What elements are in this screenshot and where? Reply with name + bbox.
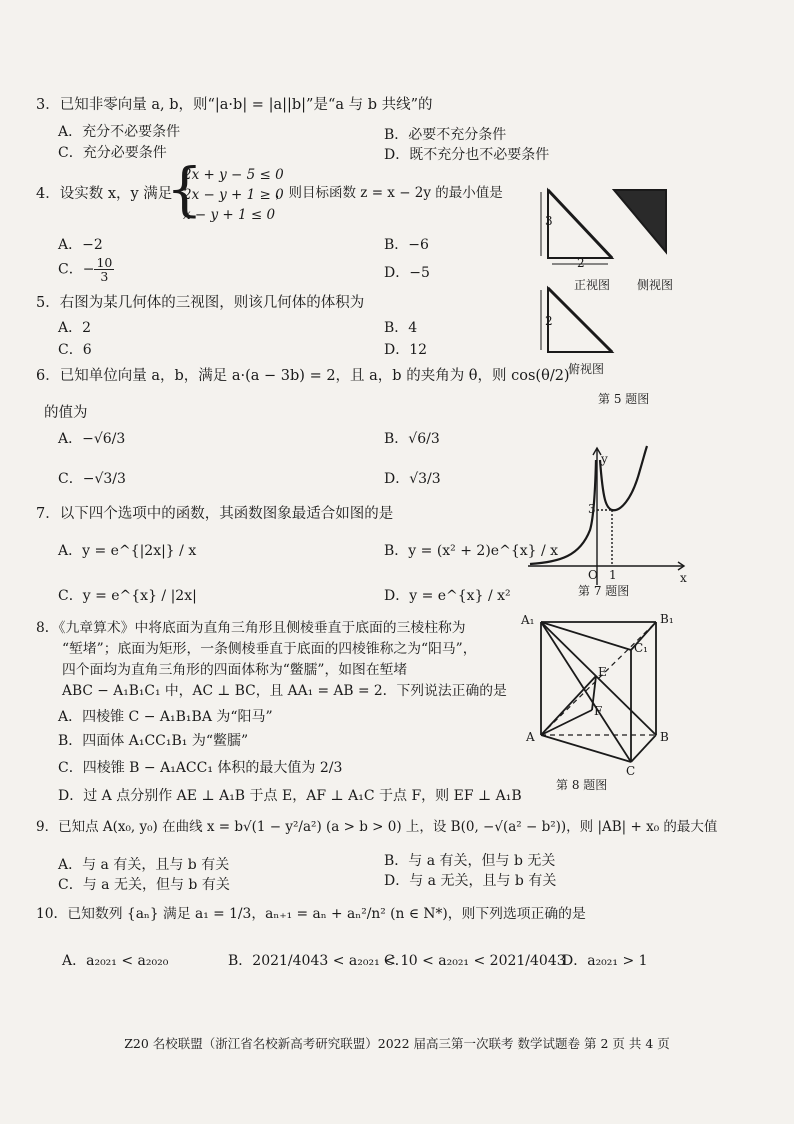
fig5-dim-2a: 2: [577, 256, 585, 270]
fig8-edge-AF: [541, 710, 592, 735]
fig8-label-C1: C₁: [634, 641, 648, 655]
q8-stem-4: ABC − A₁B₁C₁ 中，AC ⊥ BC，且 AA₁ = AB = 2．下列说法正确的是: [62, 683, 507, 699]
q5-option-a: A．2: [58, 320, 92, 336]
fig8-label-A: A: [526, 730, 535, 744]
q4-constraint-1: 2x + y − 5 ≤ 0: [183, 167, 284, 183]
q10-option-b: B．2021/4043 < a₂₀₂₁ < 1: [228, 953, 410, 969]
q6-stem: 6．已知单位向量 a，b，满足 a·(a − 3b) = 2，且 a，b 的夹角为 θ，则 cos(θ/2): [36, 368, 570, 384]
fig7-origin: O: [588, 568, 598, 582]
q5-option-d: D．12: [384, 342, 428, 358]
q8-option-a: A．四棱锥 C − A₁B₁BA 为“阳马”: [58, 709, 273, 725]
q4-option-c-den: 3: [100, 269, 109, 285]
q7-option-b: B．y = (x² + 2)e^{x} / x: [384, 543, 559, 559]
q9-option-c: C．与 a 无关，但与 b 有关: [58, 877, 230, 893]
q8-stem-3: 四个面均为直角三角形的四面体称为“鳖臑”，如图在堑堵: [62, 662, 408, 678]
q10-option-c: C．0 < a₂₀₂₁ < 2021/4043: [384, 953, 566, 969]
q8-option-b: B．四面体 A₁CC₁B₁ 为“鳖臑”: [58, 733, 249, 749]
q5-option-c: C．6: [58, 342, 92, 358]
fig5-dim-3: 3: [545, 214, 553, 228]
q8-stem-1: 8．《九章算术》中将底面为直角三角形且侧棱垂直于底面的三棱柱称为: [36, 620, 466, 636]
q4-option-c-num: 10: [96, 255, 113, 270]
fig5-side-label: 侧视图: [637, 278, 674, 292]
page-footer: Z20 名校联盟（浙江省名校新高考研究联盟）2022 届高三第一次联考 数学试题卷 第 2 页 共 4 页: [124, 1036, 670, 1051]
q6-option-a: A．−√6/3: [58, 431, 126, 447]
q4-constraint-3: x − y + 1 ≤ 0: [183, 207, 276, 223]
q6-option-b: B．√6/3: [384, 431, 440, 447]
q3-stem: 3．已知非零向量 a, b，则“|a·b| = |a||b|”是“a 与 b 共线”的: [36, 97, 433, 113]
q8-option-d: D．过 A 点分别作 AE ⊥ A₁B 于点 E，AF ⊥ A₁C 于点 F，则 EF ⊥ A₁B: [58, 788, 522, 804]
fig7-caption: 第 7 题图: [578, 584, 630, 598]
fig8-caption: 第 8 题图: [556, 778, 608, 792]
q3-option-d: D．既不充分也不必要条件: [384, 147, 550, 163]
q4-stem-pre: 4．设实数 x，y 满足: [36, 186, 173, 202]
fig8-edge-AC: [541, 735, 631, 762]
q7-option-d: D．y = e^{x} / x²: [384, 588, 511, 604]
q7-option-c: C．y = e^{x} / |2x|: [58, 588, 197, 604]
q6-stem-continued: 的值为: [44, 405, 88, 421]
fig5-top-label: 俯视图: [568, 362, 605, 376]
fig5-front-label: 正视图: [574, 278, 611, 292]
fig7-axis-x: x: [680, 571, 687, 585]
fig8-label-A1: A₁: [521, 613, 535, 627]
q4-option-b: B．−6: [384, 237, 429, 253]
q10-stem: 10．已知数列 {aₙ} 满足 a₁ = 1/3，aₙ₊₁ = aₙ + aₙ²/n² (n ∈ N*)，则下列选项正确的是: [36, 906, 586, 922]
q4-constraint-2: 2x − y + 1 ≥ 0: [183, 187, 284, 203]
q4-option-c-prefix: C．−: [58, 261, 95, 278]
q3-option-c: C．充分必要条件: [58, 145, 167, 161]
fig8-label-E: E: [598, 665, 607, 679]
q6-option-d: D．√3/3: [384, 471, 441, 487]
fig8-label-C: C: [626, 764, 636, 778]
fig5-dim-2b: 2: [545, 314, 553, 328]
fig8-label-B: B: [660, 730, 669, 744]
q6-option-c: C．−√3/3: [58, 471, 126, 487]
fig8-edge-A1C: [541, 622, 631, 762]
fig8-label-B1: B₁: [660, 612, 674, 626]
q9-option-b: B．与 a 有关，但与 b 无关: [384, 853, 556, 869]
fig8-label-F: F: [594, 704, 603, 718]
q4-option-d: D．−5: [384, 265, 430, 281]
q3-option-a: A．充分不必要条件: [58, 124, 181, 140]
q4-option-a: A．−2: [58, 237, 103, 253]
fig7-tick-3: 3: [588, 502, 596, 516]
q9-option-d: D．与 a 无关，且与 b 有关: [384, 873, 557, 889]
q10-option-a: A．a₂₀₂₁ < a₂₀₂₀: [62, 953, 169, 969]
fig7-tick-1: 1: [609, 568, 617, 582]
q4-brace: {: [166, 155, 203, 223]
q10-option-d: D．a₂₀₂₁ > 1: [562, 953, 648, 969]
q5-stem: 5．右图为某几何体的三视图，则该几何体的体积为: [36, 295, 365, 311]
q9-stem: 9．已知点 A(x₀, y₀) 在曲线 x = b√(1 − y²/a²) (a > b > 0) 上，设 B(0, −√(a² − b²))，则 |AB| + x₀ 的最大值: [36, 819, 718, 835]
q7-option-a: A．y = e^{|2x|} / x: [58, 543, 197, 559]
q8-option-c: C．四棱锥 B − A₁ACC₁ 体积的最大值为 2/3: [58, 760, 343, 776]
fig7-axis-y: y: [601, 452, 608, 466]
fig5-caption: 第 5 题图: [598, 392, 650, 406]
q5-option-b: B．4: [384, 320, 418, 336]
q4-stem-post: ，则目标函数 z = x − 2y 的最小值是: [275, 185, 503, 201]
q3-option-b: B．必要不充分条件: [384, 127, 507, 143]
q7-stem: 7．以下四个选项中的函数，其函数图象最适合如图的是: [36, 506, 394, 522]
fig8-edge-BC: [631, 735, 656, 762]
q9-option-a: A．与 a 有关，且与 b 有关: [58, 857, 230, 873]
q8-stem-2: “堑堵”；底面为矩形，一条侧棱垂直于底面的四棱锥称之为“阳马”，: [62, 641, 477, 657]
